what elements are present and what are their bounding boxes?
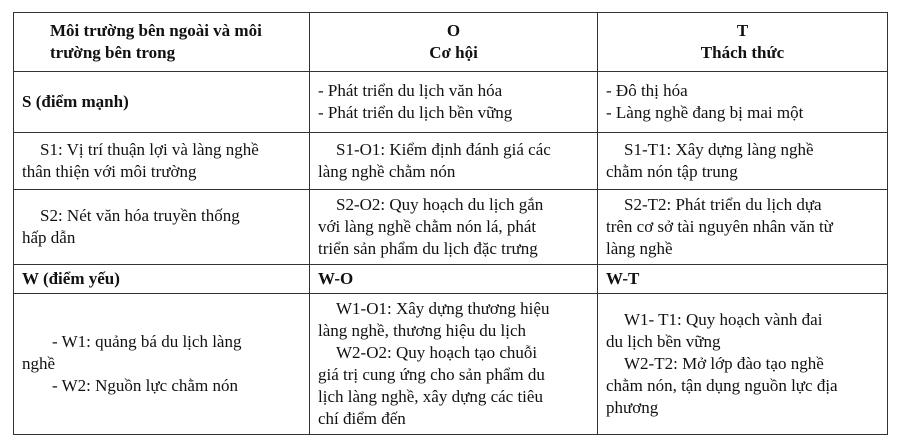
s2-t2-line: trên cơ sở tài nguyên nhân văn từ xyxy=(606,217,833,236)
strengths-label: S (điểm mạnh) xyxy=(14,72,310,133)
s1-t1-line: S1-T1: Xây dựng làng nghề xyxy=(624,140,814,159)
s2-row xyxy=(14,190,888,265)
header-t-name: Thách thức xyxy=(700,43,785,62)
swot-table xyxy=(13,12,888,435)
weakness-w2-line: - W2: Nguồn lực chằm nón xyxy=(52,376,238,395)
s2-factor-cell xyxy=(14,190,310,265)
header-row xyxy=(14,13,888,72)
wo-line: lịch làng nghề, xây dựng các tiêu xyxy=(318,387,543,406)
wt-line: chằm nón, tận dụng nguồn lực địa xyxy=(606,376,838,395)
weakness-w1-line: - W1: quảng bá du lịch làng xyxy=(52,332,242,351)
s2-o2-line: với làng nghề chằm nón lá, phát xyxy=(318,217,537,236)
s1-row xyxy=(14,133,888,190)
s1-o-strategy-cell xyxy=(310,133,598,190)
weaknesses-body-row xyxy=(14,294,888,435)
s1-t-strategy-cell xyxy=(598,133,888,190)
strengths-opportunities-cell xyxy=(310,72,598,133)
header-env-line-1: Môi trường bên ngoài và môi xyxy=(50,21,262,40)
s2-factor-line: hấp dẫn xyxy=(22,228,76,247)
s2-o2-line: S2-O2: Quy hoạch du lịch gắn xyxy=(336,195,544,214)
threat-item: - Đô thị hóa xyxy=(606,81,688,100)
wt-strategy-cell xyxy=(598,294,888,435)
wt-line: W2-T2: Mở lớp đào tạo nghề xyxy=(624,354,824,373)
wt-line: W1- T1: Quy hoạch vành đai xyxy=(624,310,823,329)
header-opportunities-cell xyxy=(310,13,598,72)
s1-factor-line: S1: Vị trí thuận lợi và làng nghề xyxy=(40,140,259,159)
s1-factor-cell xyxy=(14,133,310,190)
wt-label: W-T xyxy=(598,265,888,294)
header-environment-cell xyxy=(14,13,310,72)
wt-line: phương xyxy=(606,398,659,417)
wo-strategy-cell xyxy=(310,294,598,435)
header-o-name: Cơ hội xyxy=(429,43,478,62)
s1-factor-line: thân thiện với môi trường xyxy=(22,162,197,181)
s2-t-strategy-cell xyxy=(598,190,888,265)
weakness-factors-cell xyxy=(14,294,310,435)
wo-label: W-O xyxy=(310,265,598,294)
header-t-code: T xyxy=(736,21,749,40)
header-env-line-2: trường bên trong xyxy=(50,43,176,62)
s1-o1-line: S1-O1: Kiểm định đánh giá các xyxy=(336,140,551,159)
threat-item: - Làng nghề đang bị mai một xyxy=(606,103,804,122)
strengths-threats-cell xyxy=(598,72,888,133)
weakness-w1-line: nghề xyxy=(22,354,56,373)
weaknesses-header-row xyxy=(14,265,888,294)
wo-line: W2-O2: Quy hoạch tạo chuỗi xyxy=(336,343,538,362)
header-threats-cell xyxy=(598,13,888,72)
s1-t1-line: chằm nón tập trung xyxy=(606,162,738,181)
s2-t2-line: S2-T2: Phát triển du lịch dựa xyxy=(624,195,822,214)
s2-o2-line: triển sản phẩm du lịch đặc trưng xyxy=(318,239,538,258)
weaknesses-label: W (điểm yếu) xyxy=(14,265,310,294)
wo-line: chí điểm đến xyxy=(318,409,406,428)
s2-o-strategy-cell xyxy=(310,190,598,265)
wo-line: giá trị cung ứng cho sản phẩm du xyxy=(318,365,545,384)
wo-line: làng nghề, thương hiệu du lịch xyxy=(318,321,527,340)
strengths-row xyxy=(14,72,888,133)
s2-t2-line: làng nghề xyxy=(606,239,673,258)
s2-factor-line: S2: Nét văn hóa truyền thống xyxy=(40,206,240,225)
s1-o1-line: làng nghề chằm nón xyxy=(318,162,456,181)
opportunity-item: - Phát triển du lịch văn hóa xyxy=(318,81,503,100)
opportunity-item: - Phát triển du lịch bền vững xyxy=(318,103,513,122)
header-o-code: O xyxy=(446,21,461,40)
wt-line: du lịch bền vững xyxy=(606,332,721,351)
wo-line: W1-O1: Xây dựng thương hiệu xyxy=(336,299,550,318)
